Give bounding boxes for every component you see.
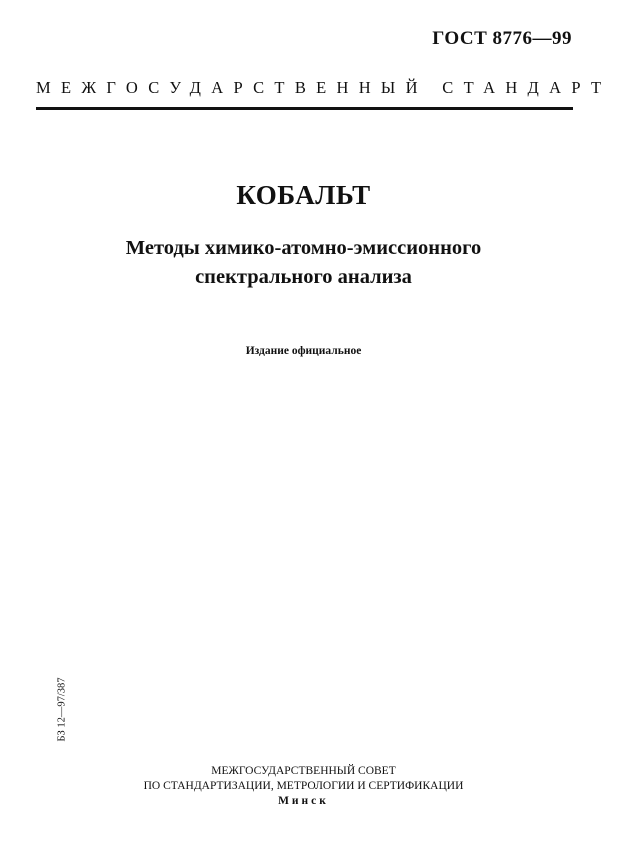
publisher-line-2: ПО СТАНДАРТИЗАЦИИ, МЕТРОЛОГИИ И СЕРТИФИКАЦИИ	[143, 780, 464, 792]
subtitle-line-1: Методы химико-атомно-эмиссионного	[125, 237, 482, 259]
subtitle-line-2: спектрального анализа	[195, 266, 412, 288]
publisher-city: Минск	[278, 795, 329, 807]
edition-label: Издание официальное	[245, 345, 362, 357]
publisher-line-1: МЕЖГОСУДАРСТВЕННЫЙ СОВЕТ	[211, 765, 396, 777]
header-rule	[36, 107, 573, 110]
standard-type-heading: МЕЖГОСУДАРСТВЕННЫЙ СТАНДАРТ	[36, 78, 612, 97]
side-code-text: БЗ 12—97/387	[56, 677, 68, 742]
document-title: КОБАЛЬТ	[236, 180, 371, 210]
document-subtitle	[0, 234, 607, 292]
gost-number: ГОСТ 8776—99	[432, 28, 572, 49]
publisher-block	[0, 764, 607, 809]
